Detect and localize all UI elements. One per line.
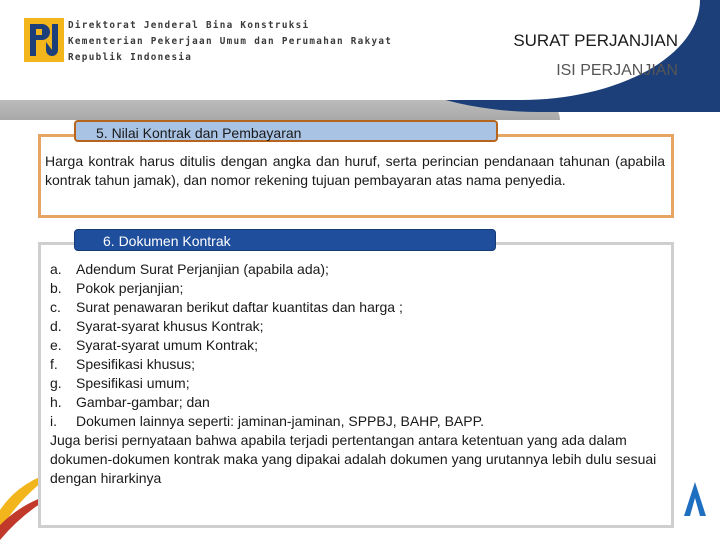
list-item xyxy=(50,279,660,298)
letter-a-logo-icon xyxy=(680,478,710,518)
list-marker: f. xyxy=(50,356,58,372)
list-item-text: Syarat-syarat umum Kontrak; xyxy=(76,337,259,353)
organization-name xyxy=(68,18,392,66)
list-marker: g. xyxy=(50,375,62,391)
document-subtitle: ISI PERJANJIAN xyxy=(556,62,678,79)
list-item-text: Spesifikasi khusus; xyxy=(76,356,196,372)
section-6-heading: 6. Dokumen Kontrak xyxy=(74,229,496,251)
list-marker: e. xyxy=(50,337,62,353)
list-item xyxy=(50,336,660,355)
list-item xyxy=(50,317,660,336)
list-item-text: Gambar-gambar; dan xyxy=(76,394,210,410)
list-item xyxy=(50,374,660,393)
list-marker: c. xyxy=(50,299,61,315)
list-item-text: Syarat-syarat khusus Kontrak; xyxy=(76,318,264,334)
list-marker: i. xyxy=(50,413,57,429)
section-6-list xyxy=(50,260,660,488)
org-line-2: Kementerian Pekerjaan Umum dan Perumahan Rakyat xyxy=(68,36,393,47)
list-item-text: Pokok perjanjian; xyxy=(76,280,184,296)
pu-logo-icon xyxy=(24,18,64,62)
list-item xyxy=(50,412,660,431)
document-title: SURAT PERJANJIAN xyxy=(513,31,678,50)
org-line-1: Direktorat Jenderal Bina Konstruksi xyxy=(68,20,310,31)
list-marker: h. xyxy=(50,394,62,410)
list-item-text: Spesifikasi umum; xyxy=(76,375,190,391)
section-5-text: Harga kontrak harus ditulis dengan angka dan huruf, serta perincian pendanaan tahunan (apabila kontrak tahun jamak), dan nomor rekening tujuan pembayaran atas nama penyedia. xyxy=(45,153,665,188)
list-item xyxy=(50,393,660,412)
list-item-text: Adendum Surat Perjanjian (apabila ada); xyxy=(76,261,329,277)
org-line-3: Republik Indonesia xyxy=(68,52,193,63)
list-item-text: Surat penawaran berikut daftar kuantitas dan harga ; xyxy=(76,299,403,315)
list-item-text: Dokumen lainnya seperti: jaminan-jaminan, SPPBJ, BAHP, BAPP. xyxy=(76,413,485,429)
section-5-heading: 5. Nilai Kontrak dan Pembayaran xyxy=(74,120,498,142)
document-title-block xyxy=(513,30,678,82)
list-item xyxy=(50,355,660,374)
list-marker: a. xyxy=(50,261,62,277)
list-marker: d. xyxy=(50,318,62,334)
list-item xyxy=(50,260,660,279)
list-item xyxy=(50,298,660,317)
section-6-closing-text: Juga berisi pernyataan bahwa apabila terjadi pertentangan antara ketentuan yang ada dalam dokumen-dokumen kontrak maka yang dipakai adalah dokumen yang urutannya lebih dulu sesuai dengan hirarkinya xyxy=(50,432,657,486)
list-marker: b. xyxy=(50,280,62,296)
